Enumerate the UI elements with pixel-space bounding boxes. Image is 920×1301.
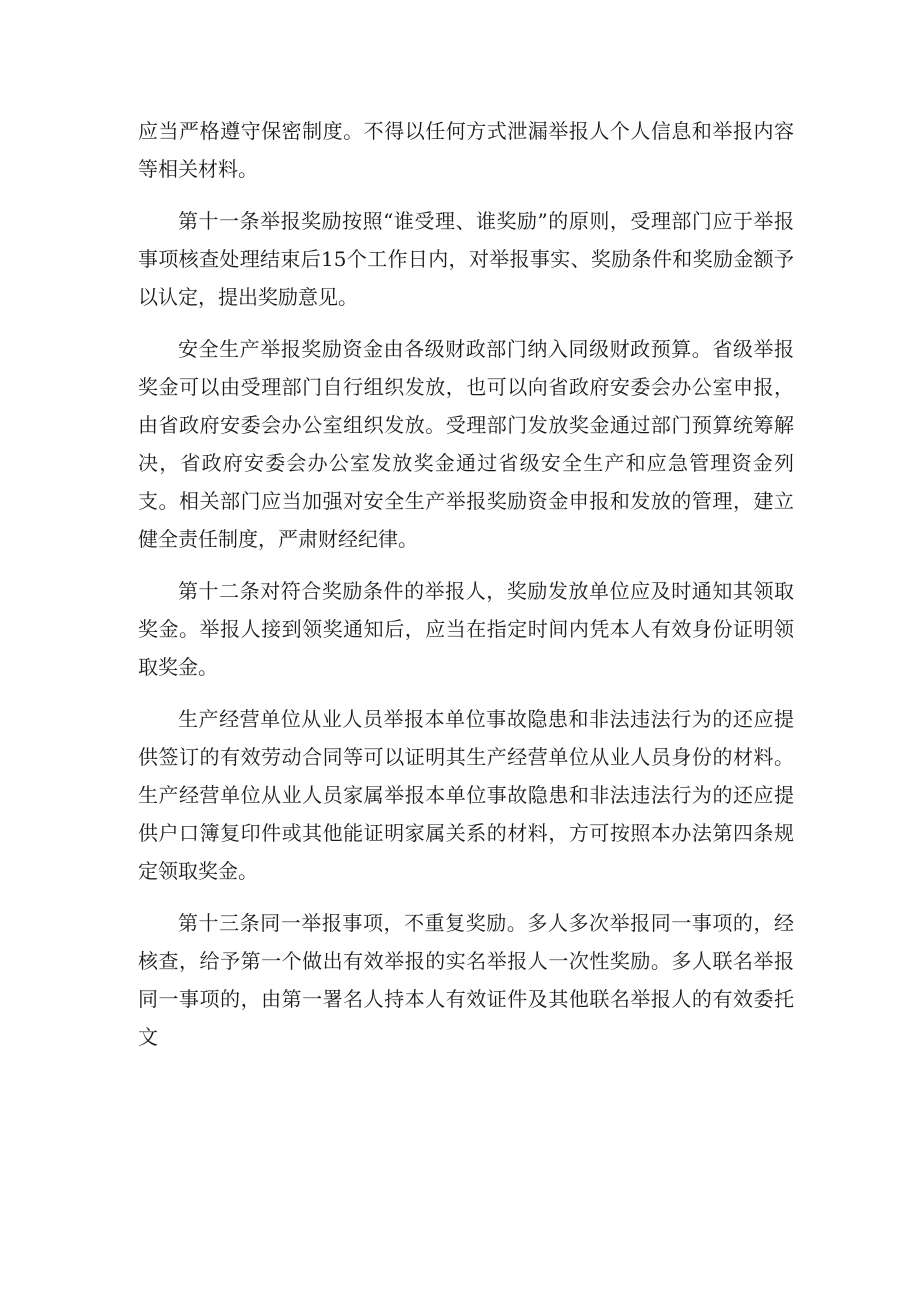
paragraph-article-12: 第十二条对符合奖励条件的举报人，奖励发放单位应及时通知其领取奖金。举报人接到领奖通知后，应当在指定时间内凭本人有效身份证明领取奖金。 <box>138 579 794 679</box>
paragraph-confidentiality-continued: 应当严格遵守保密制度。不得以任何方式泄漏举报人个人信息和举报内容等相关材料。 <box>138 119 794 181</box>
paragraph-article-11: 第十一条举报奖励按照“谁受理、谁奖励”的原则，受理部门应于举报事项核查处理结束后15个工作日内，对举报事实、奖励条件和奖励金额予以认定，提出奖励意见。 <box>138 209 794 309</box>
paragraph-article-13: 第十三条同一举报事项，不重复奖励。多人多次举报同一事项的，经核查，给予第一个做出有效举报的实名举报人一次性奖励。多人联名举报同一事项的，由第一署名人持本人有效证件及其他联名举报人的有效委托文 <box>138 911 794 1049</box>
document-body <box>138 112 794 1070</box>
paragraph-employee-reports: 生产经营单位从业人员举报本单位事故隐患和非法违法行为的还应提供签订的有效劳动合同等可以证明其生产经营单位从业人员身份的材料。生产经营单位从业人员家属举报本单位事故隐患和非法违法行为的还应提供户口簿复印件或其他能证明家属关系的材料，方可按照本办法第四条规定领取奖金。 <box>138 707 794 883</box>
paragraph-reward-funds: 安全生产举报奖励资金由各级财政部门纳入同级财政预算。省级举报奖金可以由受理部门自行组织发放，也可以向省政府安委会办公室申报，由省政府安委会办公室组织发放。受理部门发放奖金通过部门预算统筹解决，省政府安委会办公室发放奖金通过省级安全生产和应急管理资金列支。相关部门应当加强对安全生产举报奖励资金申报和发放的管理，建立健全责任制度，严肃财经纪律。 <box>138 337 794 551</box>
